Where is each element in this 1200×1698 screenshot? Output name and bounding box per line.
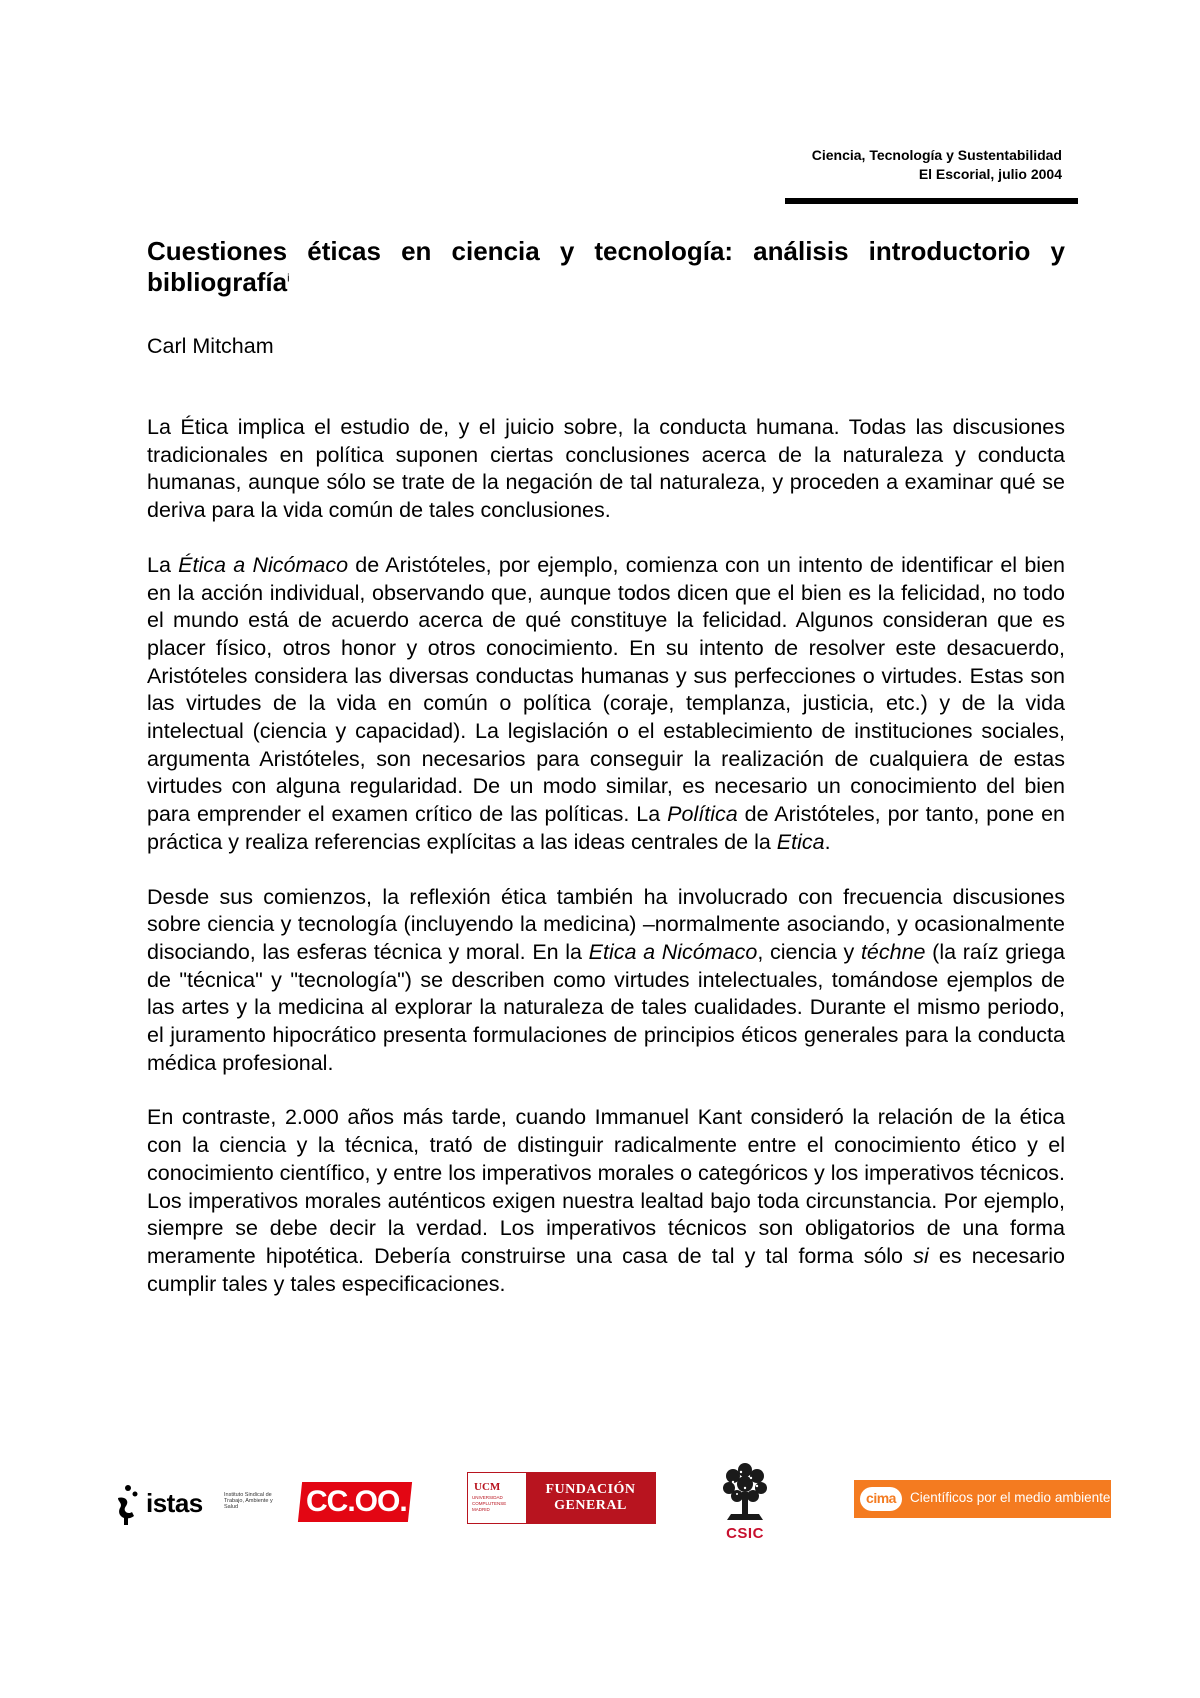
cima-logo xyxy=(854,1480,1111,1518)
csic-logo xyxy=(715,1462,775,1546)
italic-work-title: Etica xyxy=(776,829,825,854)
paragraph-3-text-c: (la raíz griega de "técnica" y "tecnología") se describen como virtudes intelectuales, tomándose ejemplos de las artes y la medicina al explorar la naturaleza de tales cualidades. Durante el mismo periodo, el juramento hipocrático presenta formulaciones de principios éticos generales para la conducta médica profesional. xyxy=(147,939,1065,1075)
paragraph-2-text-d: . xyxy=(824,829,831,854)
body-text xyxy=(147,414,1065,1325)
istas-mark-icon xyxy=(114,1484,140,1526)
paragraph-4-text-a: En contraste, 2.000 años más tarde, cuando Immanuel Kant consideró la relación de la ética con la ciencia y la técnica, trató de distinguir radicalmente entre el conocimiento ético y el conocimiento científico, y entre los imperativos morales o categóricos y los imperativos técnicos. Los imperativos morales auténticos exigen nuestra lealtad bajo toda circunstancia. Por ejemplo, siempre se debe decir la verdad. Los imperativos técnicos son obligatorios de una forma meramente hipotética. Debería construirse una casa de tal y tal forma sólo xyxy=(147,1105,1065,1268)
paragraph-2-text-b: de Aristóteles, por ejemplo, comienza con un intento de identificar el bien en la acción individual, observando que, aunque todos dicen que el bien es la felicidad, no todo el mundo está de acuerdo acerca de qué constituye la felicidad. Algunos consideran que es placer físico, otros honor y otros conocimiento. En su intento de resolver este desacuerdo, Aristóteles considera las diversas conductas humanas y sus perfecciones o virtudes. Estas son las virtudes de la vida en común o política (coraje, templanza, justicia, etc.) y de la vida intelectual (ciencia y capacidad). La legislación o el establecimiento de instituciones sociales, argumenta Aristóteles, son necesarios para conseguir la realización de cualquiera de estas virtudes con alguna regularidad. De un modo similar, es necesario un conocimiento del bien para emprender el examen crítico de las políticas. La xyxy=(147,552,1065,827)
istas-subtitle: Instituto Sindical de Trabajo, Ambiente y Salud xyxy=(224,1492,273,1510)
ccoo-logo xyxy=(298,1482,412,1522)
paragraph-4-text-b: es necesario cumplir tales y tales especificaciones. xyxy=(147,1243,1065,1296)
paragraph-3-text-b: , ciencia y xyxy=(757,939,861,964)
italic-work-title: Ética a Nicómaco xyxy=(178,552,349,577)
paragraph-4 xyxy=(147,1104,1065,1298)
header-conference-title: Ciencia, Tecnología y Sustentabilidad xyxy=(811,147,1062,163)
italic-term: si xyxy=(913,1243,929,1268)
paragraph-1: La Ética implica el estudio de, y el juicio sobre, la conducta humana. Todas las discusiones tradicionales en política suponen ciertas conclusiones acerca de la naturaleza y conducta humanas, aunque sólo se trate de la negación de tal naturaleza, y proceden a examinar qué se deriva para la vida común de tales conclusiones. xyxy=(147,415,1065,523)
ucm-wordmark: UCM xyxy=(474,1481,501,1493)
italic-term: téchne xyxy=(860,939,926,964)
paragraph-3 xyxy=(147,884,1065,1078)
istas-wordmark: istas xyxy=(146,1488,203,1518)
csic-tree-icon xyxy=(721,1462,769,1524)
running-header xyxy=(812,146,1062,184)
sponsor-logos xyxy=(110,1462,1110,1562)
csic-wordmark: CSIC xyxy=(726,1525,764,1542)
cima-badge-text: cima xyxy=(866,1490,896,1506)
header-place-date: El Escorial, julio 2004 xyxy=(918,166,1062,182)
ucm-emblem xyxy=(468,1473,526,1523)
italic-work-title: Etica a Nicómaco xyxy=(588,939,758,964)
document-title-text: Cuestiones éticas en ciencia y tecnología: análisis introductorio y bibliografía xyxy=(147,236,1065,297)
ucm-subtitle: UNIVERSIDAD COMPLUTENSE MADRID xyxy=(472,1495,507,1512)
italic-work-title: Política xyxy=(667,802,738,827)
paragraph-2-text-c: de Aristóteles, por tanto, pone en práctica y realiza referencias explícitas a las ideas centrales de la xyxy=(147,802,1065,854)
document-title xyxy=(147,236,1065,298)
ccoo-wordmark: CC.OO. xyxy=(306,1485,407,1518)
cima-tagline: Científicos por el medio ambiente xyxy=(910,1490,1111,1505)
fundacion-general-panel xyxy=(526,1473,655,1523)
author-name: Carl Mitcham xyxy=(147,334,274,358)
paragraph-2-text-a: La xyxy=(147,552,179,577)
title-footnote-mark[interactable]: i xyxy=(287,272,290,285)
paragraph-3-text-a: Desde sus comienzos, la reflexión ética también ha involucrado con frecuencia discusiones sobre ciencia y tecnología (incluyendo la medicina) –normalmente asociando, y ocasionalmente disociando, las esferas técnica y moral. En la xyxy=(147,884,1065,964)
ucm-fundacion-logo xyxy=(467,1472,656,1524)
cima-badge xyxy=(860,1487,902,1511)
fundacion-general-text: FUNDACIÓN GENERAL xyxy=(545,1482,636,1513)
paragraph-2 xyxy=(147,552,1065,857)
istas-logo xyxy=(110,1484,273,1526)
header-rule xyxy=(785,198,1078,204)
